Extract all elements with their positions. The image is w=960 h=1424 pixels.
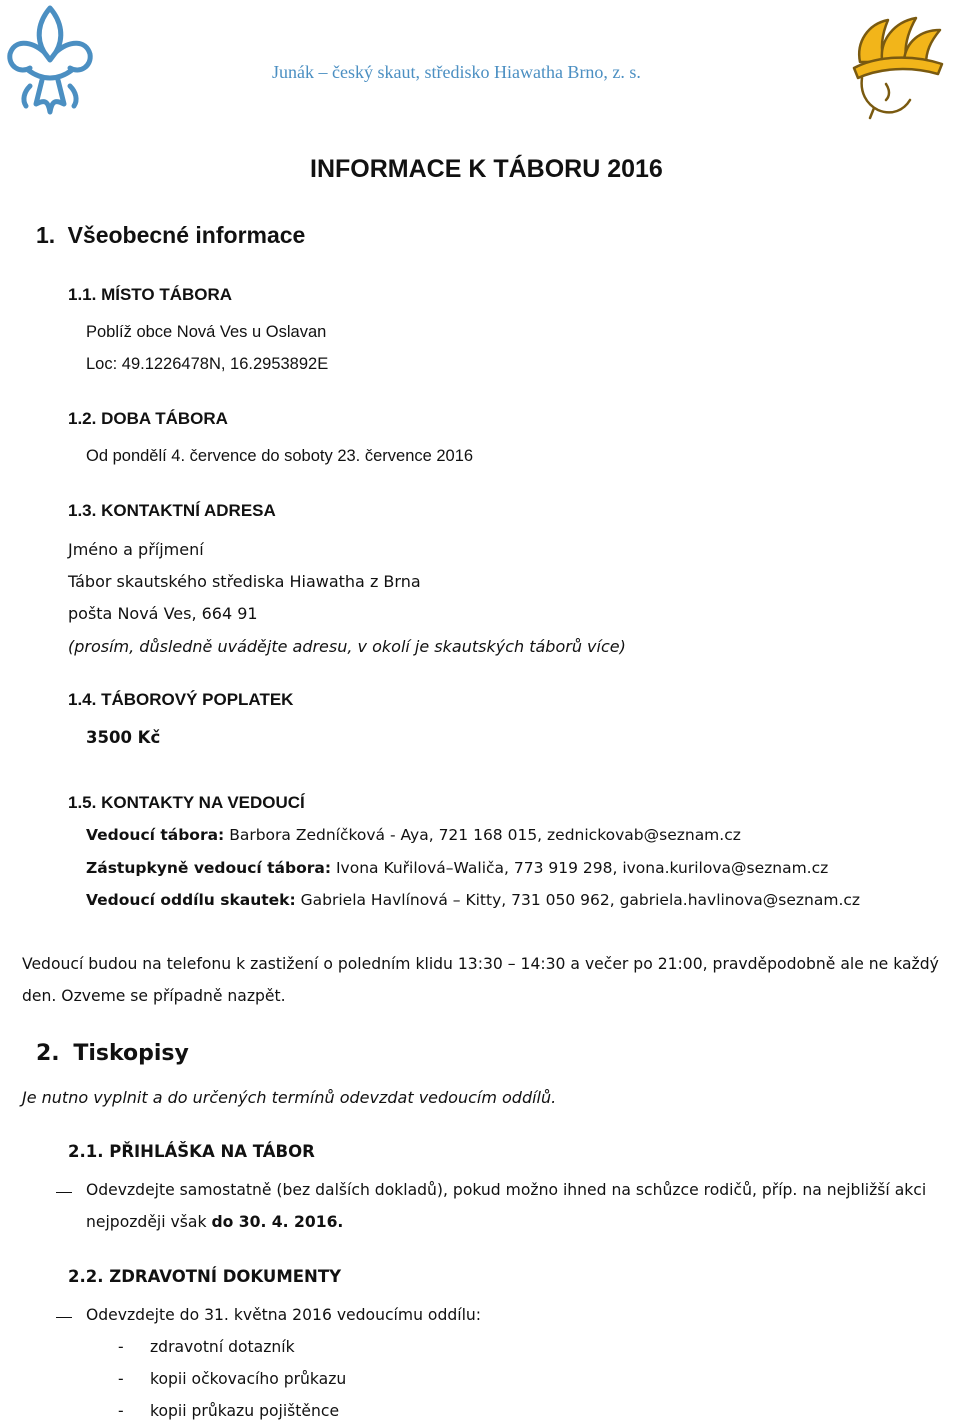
document-title: INFORMACE K TÁBORU 2016	[310, 155, 663, 183]
subsection-1-5-heading: 1.5. KONTAKTY NA VEDOUCÍ	[68, 793, 305, 812]
section-2-title: Tiskopisy	[73, 1041, 189, 1066]
contact-label: Zástupkyně vedoucí tábora:	[86, 859, 332, 877]
camp-location-coords: Loc: 49.1226478N, 16.2953892E	[86, 355, 329, 373]
headdress-logo	[846, 12, 952, 120]
contact-camp-leader	[86, 826, 741, 844]
deadline-prefix: nejpozději však	[86, 1213, 212, 1231]
list-bullet: -	[118, 1338, 124, 1356]
list-bullet: -	[118, 1370, 124, 1388]
health-docs-instructions: Odevzdejte do 31. května 2016 vedoucímu oddílu:	[86, 1306, 482, 1324]
contact-label: Vedoucí tábora:	[86, 826, 225, 844]
camp-place-text: Poblíž obce Nová Ves u Oslavan	[86, 323, 327, 341]
deadline-date: do 30. 4. 2016.	[211, 1213, 344, 1231]
section-1-heading	[36, 222, 305, 249]
org-header-text: Junák – český skaut, středisko Hiawatha Brno, z. s.	[272, 62, 641, 82]
subsection-2-2-heading: 2.2. ZDRAVOTNÍ DOKUMENTY	[68, 1267, 342, 1286]
address-name-line: Jméno a příjmení	[68, 540, 204, 559]
dash-bullet	[56, 1317, 72, 1318]
dash-bullet	[56, 1192, 72, 1193]
subsection-1-1-heading: 1.1. MÍSTO TÁBORA	[68, 285, 233, 304]
subsection-1-2-heading: 1.2. DOBA TÁBORA	[68, 409, 228, 428]
section-1-number: 1.	[36, 222, 56, 248]
contact-troop-leader	[86, 891, 860, 909]
address-note: (prosím, důsledně uvádějte adresu, v okolí je skautských táborů více)	[68, 637, 626, 656]
address-camp-line: Tábor skautského střediska Hiawatha z Brna	[68, 572, 421, 591]
list-bullet: -	[118, 1402, 124, 1420]
fleur-de-lis-icon	[0, 0, 100, 120]
application-instructions-line1: Odevzdejte samostatně (bez dalších dokladů), pokud možno ihned na schůzce rodičů, příp. na nejbližší akci	[86, 1181, 927, 1199]
indian-headdress-icon	[846, 12, 952, 120]
subsection-2-1-heading: 2.1. PŘIHLÁŠKA NA TÁBOR	[68, 1142, 315, 1161]
fleur-de-lis-logo	[0, 0, 100, 120]
camp-dates-text: Od pondělí 4. července do soboty 23. července 2016	[86, 447, 474, 465]
list-item-text: kopii průkazu pojištěnce	[150, 1402, 340, 1420]
contact-value: Gabriela Havlínová – Kitty, 731 050 962, gabriela.havlinova@seznam.cz	[300, 891, 861, 909]
application-instructions-line2	[86, 1213, 343, 1231]
contact-label: Vedoucí oddílu skautek:	[86, 891, 296, 909]
contact-value: Ivona Kuřilová–Waliča, 773 919 298, ivona.kurilova@seznam.cz	[335, 859, 829, 877]
subsection-1-4-heading: 1.4. TÁBOROVÝ POPLATEK	[68, 690, 294, 709]
phone-availability-note-line1: Vedoucí budou na telefonu k zastižení o poledním klidu 13:30 – 14:30 a večer po 21:00, pravděpodobně ale ne každý	[22, 955, 939, 973]
list-item	[118, 1338, 295, 1356]
phone-availability-note-line2: den. Ozveme se případně nazpět.	[22, 987, 286, 1005]
section-2-heading	[36, 1041, 189, 1066]
list-item	[118, 1402, 340, 1420]
address-post-line: pošta Nová Ves, 664 91	[68, 604, 258, 623]
contact-value: Barbora Zedníčková - Aya, 721 168 015, zednickovab@seznam.cz	[229, 826, 741, 844]
list-item-text: zdravotní dotazník	[150, 1338, 295, 1356]
forms-intro: Je nutno vyplnit a do určených termínů odevzdat vedoucím oddílů.	[22, 1088, 557, 1107]
subsection-1-3-heading: 1.3. KONTAKTNÍ ADRESA	[68, 501, 276, 520]
contact-deputy-leader	[86, 859, 828, 877]
list-item	[118, 1370, 347, 1388]
section-1-title: Všeobecné informace	[67, 222, 306, 248]
camp-fee-amount: 3500 Kč	[86, 728, 161, 747]
list-item-text: kopii očkovacího průkazu	[150, 1370, 347, 1388]
section-2-number: 2.	[36, 1041, 60, 1066]
